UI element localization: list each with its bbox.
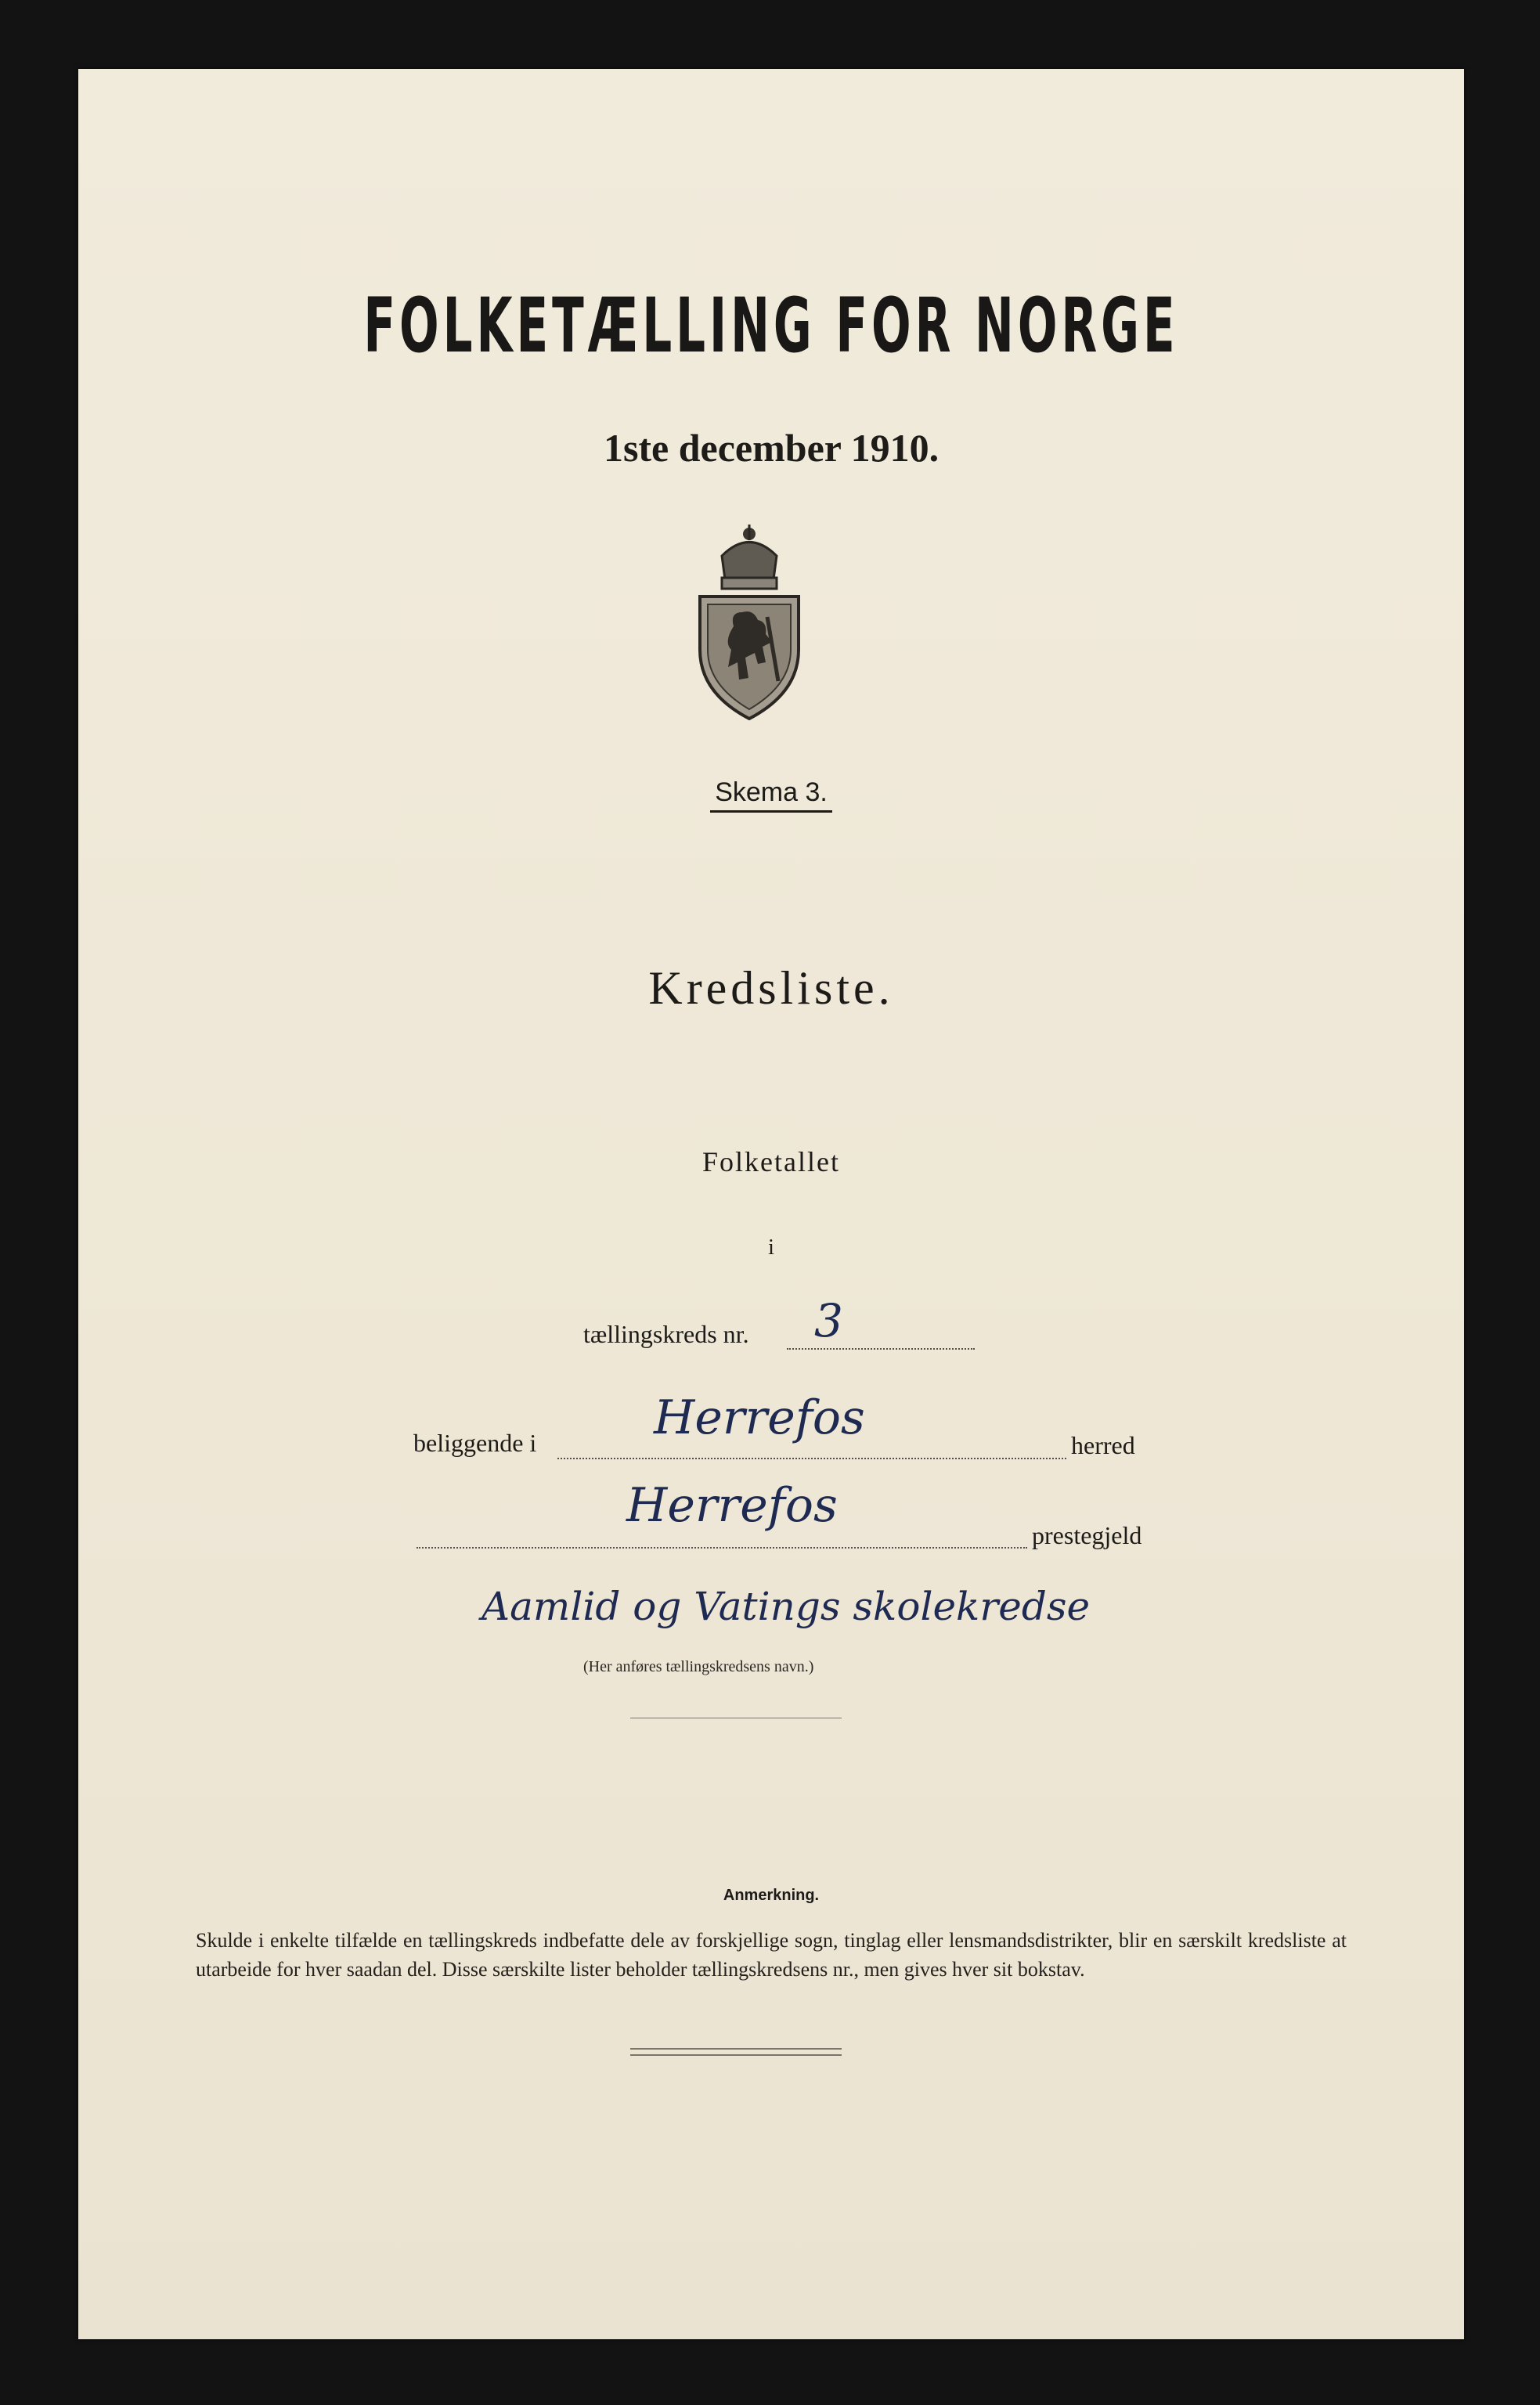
- schema-number: [78, 777, 1464, 808]
- document-title: FOLKETÆLLING FOR NORGE: [363, 282, 1179, 370]
- schema-label: Skema 3.: [710, 777, 832, 813]
- herred-label: herred: [1071, 1431, 1135, 1459]
- census-date: 1ste december 1910.: [603, 426, 940, 470]
- preposition-text: i: [768, 1235, 774, 1260]
- footer-rule-bottom: [630, 2054, 842, 2056]
- district-number-line: [787, 1348, 975, 1350]
- form-subheading: Folketallet: [702, 1146, 840, 1177]
- prestegjeld-value: Herrefos: [626, 1478, 838, 1533]
- prestegjeld-label: prestegjeld: [1032, 1521, 1142, 1549]
- herred-line: [557, 1458, 1066, 1459]
- footer-rule-top: [630, 2048, 842, 2050]
- prestegjeld-line: [417, 1547, 1027, 1549]
- census-district-name-note: (Her anføres tællingskredsens navn.): [583, 1658, 814, 1675]
- census-district-name-value: Aamlid og Vatings skolekredse: [481, 1584, 1091, 1629]
- form-heading: Kredsliste.: [648, 962, 894, 1014]
- herred-value: Herrefos: [654, 1390, 865, 1445]
- located-in-label: beliggende i: [413, 1429, 537, 1457]
- district-number-label: tællingskreds nr.: [583, 1320, 749, 1348]
- district-number-value: 3: [814, 1294, 843, 1347]
- remark-heading: Anmerkning.: [723, 1887, 820, 1904]
- remark-text: Skulde i enkelte tilfælde en tællingskreds indbefatte dele av forskjellige sogn, tinglag eller lensmandsdistrikter, blir en særskilt kredsliste at utarbeide for hver saadan del. Disse særskilte lister beholder tællingskredsens nr., men gives hver sit bokstav.: [196, 1929, 1347, 1981]
- census-form-page: [78, 69, 1464, 2339]
- norwegian-coat-of-arms-icon: [691, 525, 808, 720]
